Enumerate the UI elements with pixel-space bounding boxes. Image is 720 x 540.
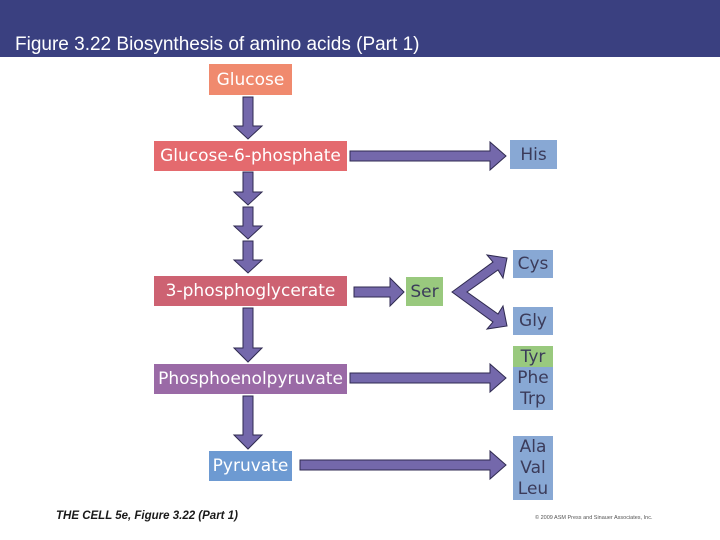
ser-box (406, 277, 443, 306)
tyr-box (513, 346, 553, 367)
right-arrow-pyruvate-family (300, 451, 506, 479)
phosphoenolpyruvate-box (154, 364, 347, 394)
down-arrow-2 (234, 172, 262, 205)
down-arrow-3 (234, 207, 262, 239)
glucose-label: Glucose (216, 69, 285, 90)
down-arrow-5 (234, 308, 262, 362)
right-arrow-ser (354, 278, 404, 306)
ser-label: Ser (410, 281, 439, 302)
val-label: Val (520, 457, 546, 478)
ala-label: Ala (519, 436, 547, 457)
right-arrow-aromatic (350, 364, 506, 392)
copyright-notice: © 2009 ASM Press and Sinauer Associates, Inc. (535, 515, 653, 521)
phosphoglycerate-label: 3-phosphoglycerate (165, 281, 336, 301)
gly-label: Gly (519, 311, 547, 331)
his-label: His (520, 144, 547, 165)
ala-val-leu-box (513, 436, 553, 500)
pyruvate-label: Pyruvate (212, 456, 289, 476)
glucose-box (209, 64, 292, 95)
his-box (510, 140, 557, 169)
fork-arrow (452, 255, 507, 329)
cys-box (513, 250, 553, 278)
pyruvate-box (209, 451, 292, 481)
phe-label: Phe (517, 367, 549, 388)
down-arrow-4 (234, 241, 262, 273)
phosphoglycerate-box (154, 276, 347, 306)
down-arrow-1 (234, 97, 262, 139)
gly-box (513, 307, 553, 335)
glucose-6-phosphate-box (154, 141, 347, 171)
down-arrow-6 (234, 396, 262, 449)
phosphoenolpyruvate-label: Phosphoenolpyruvate (158, 369, 343, 389)
glucose-6-phosphate-label: Glucose-6-phosphate (160, 146, 341, 166)
slide-title: Figure 3.22 Biosynthesis of amino acids (Part 1) (15, 34, 420, 55)
phe-trp-box (513, 367, 553, 410)
trp-label: Trp (520, 388, 546, 409)
cys-label: Cys (517, 254, 549, 274)
right-arrow-his (350, 142, 506, 170)
tyr-label: Tyr (520, 346, 546, 367)
figure-caption: THE CELL 5e, Figure 3.22 (Part 1) (56, 510, 238, 522)
leu-label: Leu (517, 478, 549, 499)
